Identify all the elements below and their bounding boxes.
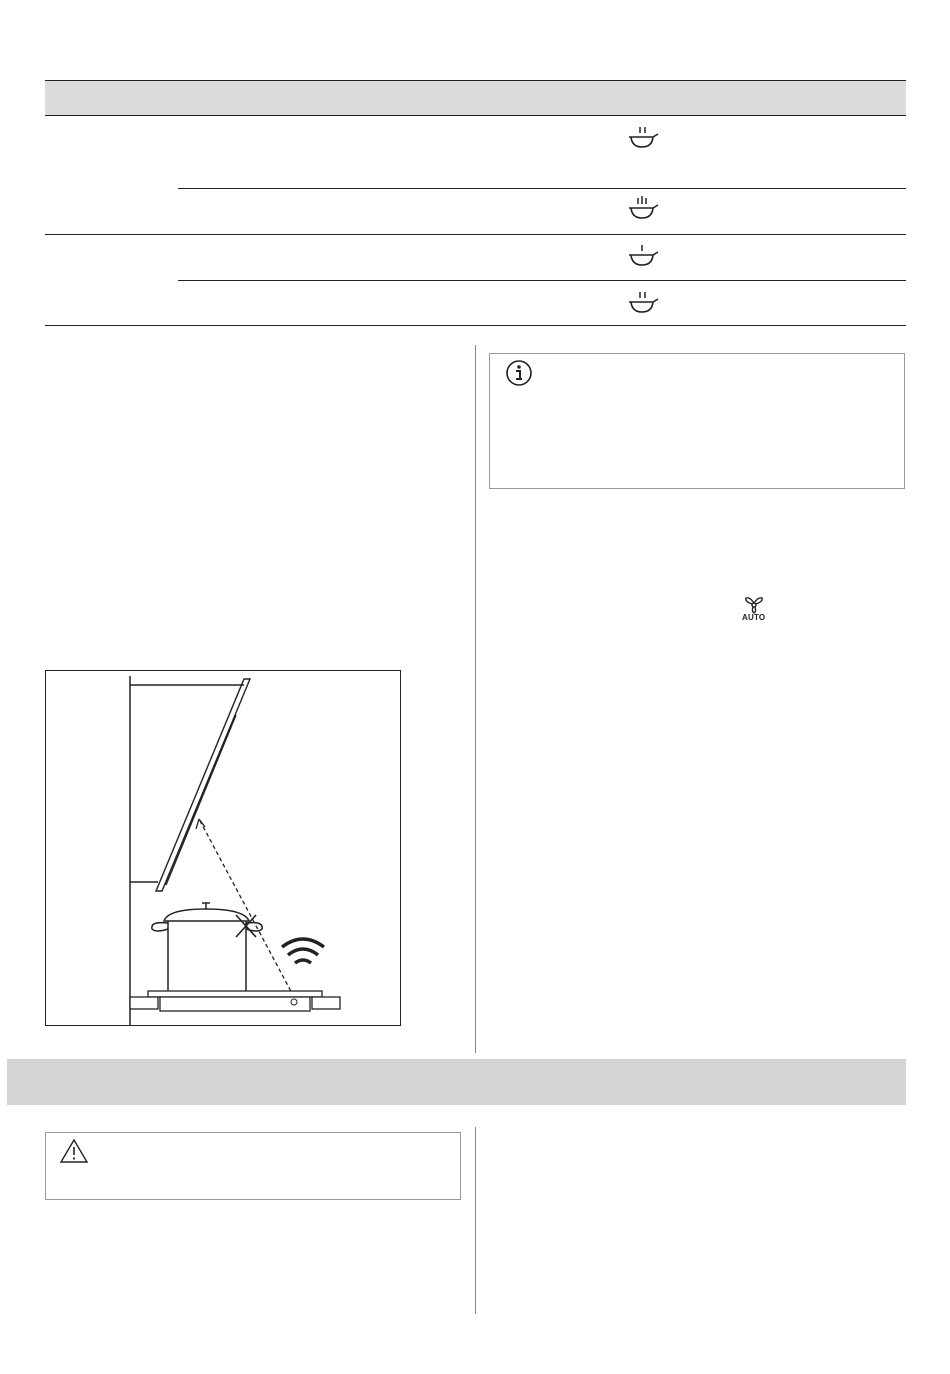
hob <box>160 997 310 1011</box>
pan-one-steam-line-icon <box>626 243 662 269</box>
table-divider <box>45 115 906 116</box>
hood-glass-panel <box>156 679 250 891</box>
table-divider <box>178 280 906 281</box>
wireless-signal-icon <box>282 939 324 963</box>
table-divider <box>178 188 906 189</box>
pot <box>168 920 246 994</box>
column-divider <box>475 345 476 1053</box>
warning-icon <box>59 1138 89 1164</box>
figure-illustration <box>46 671 400 1025</box>
warning-box <box>45 1132 461 1200</box>
table-divider <box>45 234 906 235</box>
auto-mode-label: AUTO <box>742 613 766 622</box>
pan-two-steam-lines-icon <box>626 125 662 151</box>
column-divider <box>475 1127 476 1314</box>
pan-two-steam-lines-icon <box>626 290 662 316</box>
info-icon <box>504 358 534 388</box>
info-note-box <box>489 353 905 489</box>
pan-three-steam-lines-icon <box>626 196 662 222</box>
table-header <box>45 80 906 116</box>
hob-to-hood-figure <box>45 670 401 1026</box>
section-heading-bar <box>7 1059 906 1105</box>
fan-icon <box>743 594 765 614</box>
table-divider <box>45 325 906 326</box>
